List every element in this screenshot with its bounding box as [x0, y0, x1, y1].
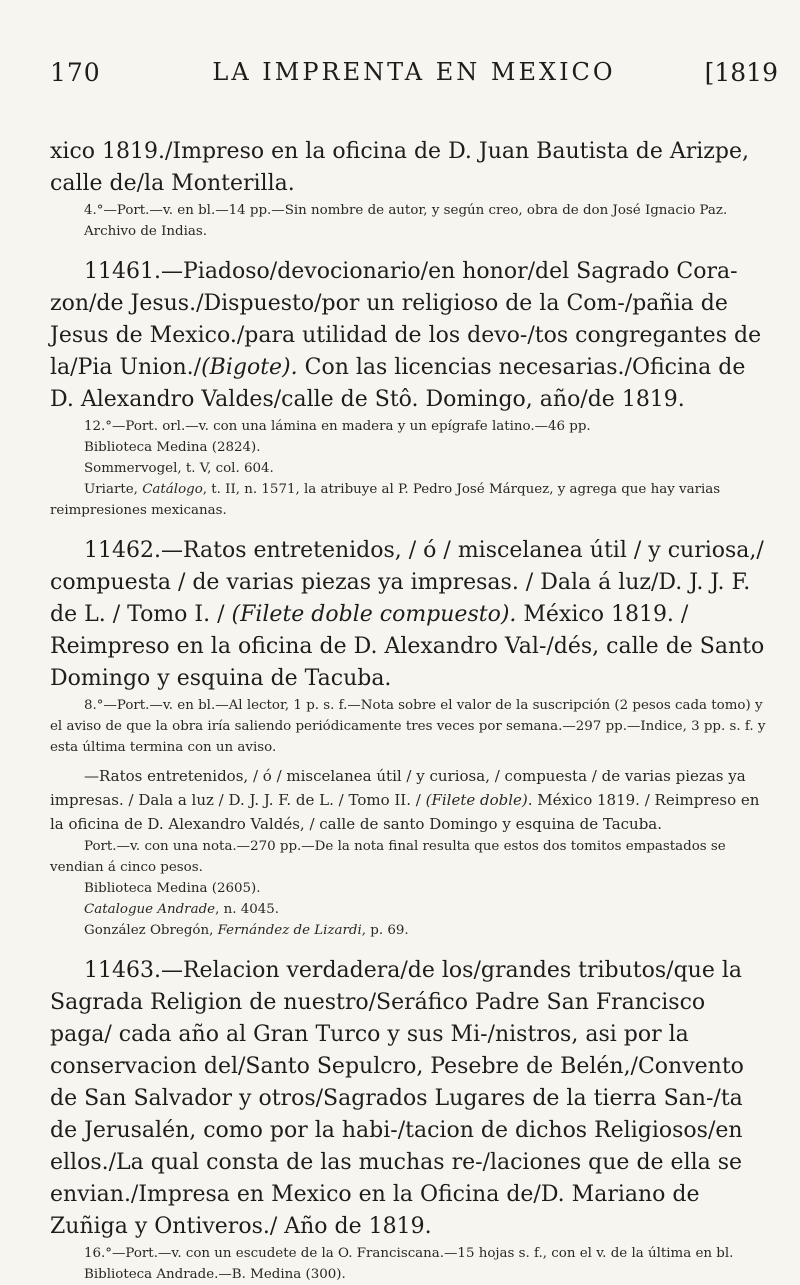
- entry-location: Biblioteca Medina (2824).: [84, 440, 261, 455]
- entry-11461: [50, 256, 766, 521]
- running-header: [50, 58, 778, 98]
- entry-title: 11461.—Piadoso/devocionario/en honor/del Sagrado Corazon/de Jesus./Dispuesto/por un religioso de la Com-/pañia de Jesus de Mexico./para utilidad de los devo-/tos congregantes de la/Pia Union./(Bigote). Con las licencias necesarias./Oficina de D. Alexandro Valdes/calle de Stô. Domingo, año/de 1819.: [50, 259, 762, 412]
- continued-location: Archivo de Indias.: [84, 224, 207, 239]
- entry-description: 12.°—Port. orl.—v. con una lámina en madera y un epígrafe latino.—46 pp.: [84, 419, 591, 434]
- entry-reference: González Obregón, Fernández de Lizardi, p. 69.: [84, 923, 409, 938]
- entry-volume-2: —Ratos entretenidos, / ó / miscelanea útil / y curiosa, / compuesta / de varias piezas ya impresas. / Dala a luz / D. J. J. F. de L. / Tomo II. / (Filete doble). México 1819. / Reimpreso en la oficina de D. Alexandro Valdés, / calle de santo Domingo y esquina de Tacuba.: [50, 767, 760, 833]
- running-title: LA IMPRENTA EN MEXICO: [212, 58, 616, 86]
- header-year: [1819: [704, 58, 778, 87]
- entry-location: Biblioteca Andrade.—B. Medina (300).: [84, 1267, 346, 1282]
- entry-reference: Catalogue Andrade, n. 4045.: [84, 902, 280, 917]
- entry-11463: [50, 955, 766, 1285]
- page-number: 170: [50, 58, 101, 87]
- entry-description: Port.—v. con una nota.—270 pp.—De la nota final resulta que estos dos tomitos empastados se vendian á cinco pesos.: [50, 839, 726, 875]
- entry-11462: [50, 535, 766, 941]
- entry-description: 16.°—Port.—v. con un escudete de la O. Franciscana.—15 hojas s. f., con el v. de la última en bl.: [84, 1246, 734, 1261]
- entry-title: 11462.—Ratos entretenidos, / ó / miscelanea útil / y curiosa,/ compuesta / de varias piezas ya impresas. / Dala á luz/D. J. J. F. de L. / Tomo I. / (Filete doble compuesto). México 1819. / Reimpreso en la oficina de D. Alexandro Val-/dés, calle de Santo Domingo y esquina de Tacuba.: [50, 538, 765, 691]
- continued-title: xico 1819./Impreso en la oficina de D. Juan Bautista de Arizpe, calle de/la Monterilla.: [50, 139, 749, 196]
- entry-description: 8.°—Port.—v. en bl.—Al lector, 1 p. s. f.—Nota sobre el valor de la suscripción (2 pesos cada tomo) y el aviso de que la obra iría saliendo periódicamente tres veces por semana.—297 pp.—Indice, 3 pp. s. f. y esta última termina con un aviso.: [50, 698, 766, 755]
- entry-reference: Sommervogel, t. V, col. 604.: [84, 461, 274, 476]
- continued-description: 4.°—Port.—v. en bl.—14 pp.—Sin nombre de autor, y según creo, obra de don José Ignacio Paz.: [84, 203, 728, 218]
- entry-reference: Uriarte, Catálogo, t. II, n. 1571, la atribuye al P. Pedro José Márquez, y agrega que hay varias reimpresiones mexicanas.: [50, 482, 721, 518]
- entry-location: Biblioteca Medina (2605).: [84, 881, 261, 896]
- page-body: [50, 136, 766, 1285]
- entry-title: 11463.—Relacion verdadera/de los/grandes tributos/que la Sagrada Religion de nuestro/Seráfico Padre San Francisco paga/ cada año al Gran Turco y sus Mi-/nistros, asi por la conservacion del/Santo Sepulcro, Pesebre de Belén,/Convento de San Salvador y otros/Sagrados Lugares de la tierra San-/ta de Jerusalén, como por la habi-/tacion de dichos Religiosos/en ellos./La qual consta de las muchas re-/laciones que de ella se envian./Impresa en Mexico en la Oficina de/D. Mariano de Zuñiga y Ontiveros./ Año de 1819.: [50, 958, 744, 1239]
